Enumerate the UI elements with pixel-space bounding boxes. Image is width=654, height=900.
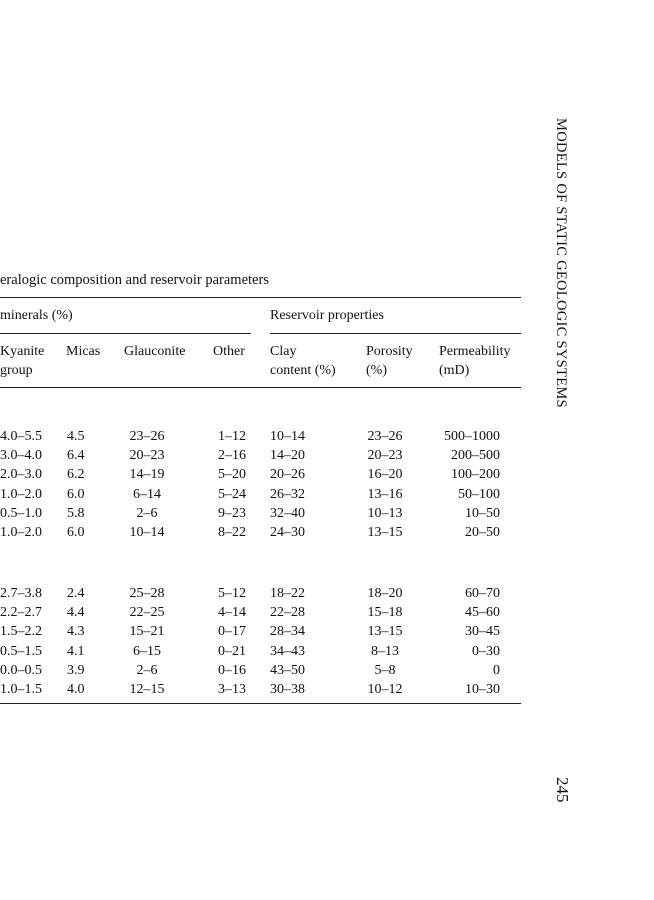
cell-permeability: 50–100 bbox=[458, 486, 500, 502]
cell-other: 9–23 bbox=[218, 505, 246, 521]
cell-glauconite: 10–14 bbox=[129, 525, 165, 540]
cell-porosity: 18–20 bbox=[367, 586, 403, 601]
cell-micas: 4.3 bbox=[67, 624, 85, 640]
page-number: 245 bbox=[553, 777, 572, 803]
cell-other: 5–12 bbox=[218, 586, 246, 601]
cell-clay: 34–43 bbox=[270, 643, 305, 659]
cell-other: 1–12 bbox=[218, 429, 246, 444]
cell-permeability: 10–50 bbox=[465, 505, 500, 521]
cell-kyanite: 2.0–3.0 bbox=[0, 467, 42, 483]
cell-permeability: 200–500 bbox=[451, 448, 500, 464]
cell-permeability: 0–30 bbox=[472, 643, 500, 659]
cell-porosity: 16–20 bbox=[367, 467, 403, 483]
table-bottom-rule bbox=[0, 703, 521, 704]
cell-other: 3–13 bbox=[218, 682, 246, 697]
cell-permeability: 500–1000 bbox=[444, 429, 500, 444]
cell-clay: 20–26 bbox=[270, 467, 305, 483]
cell-kyanite: 0.0–0.5 bbox=[0, 662, 42, 678]
cell-other: 0–16 bbox=[218, 662, 246, 678]
cell-kyanite: 2.7–3.8 bbox=[0, 586, 42, 601]
cell-permeability: 20–50 bbox=[465, 525, 500, 540]
cell-porosity: 13–15 bbox=[367, 624, 403, 640]
cell-glauconite: 15–21 bbox=[129, 624, 165, 640]
reservoir-group-rule bbox=[270, 333, 521, 334]
cell-glauconite: 12–15 bbox=[129, 682, 165, 697]
cell-glauconite: 20–23 bbox=[129, 448, 165, 464]
cell-clay: 30–38 bbox=[270, 682, 305, 697]
cell-porosity: 8–13 bbox=[371, 643, 399, 659]
cell-permeability: 60–70 bbox=[465, 586, 500, 601]
cell-porosity: 15–18 bbox=[367, 605, 403, 621]
cell-kyanite: 4.0–5.5 bbox=[0, 429, 42, 444]
cell-porosity: 20–23 bbox=[367, 448, 403, 464]
col-header-micas: Micas bbox=[66, 344, 101, 359]
cell-clay: 18–22 bbox=[270, 586, 305, 601]
cell-other: 0–21 bbox=[218, 643, 246, 659]
cell-kyanite: 3.0–4.0 bbox=[0, 448, 42, 464]
cell-glauconite: 2–6 bbox=[136, 662, 158, 678]
cell-permeability: 0 bbox=[493, 662, 500, 678]
cell-other: 0–17 bbox=[218, 624, 246, 640]
header-bottom-rule bbox=[0, 387, 521, 388]
cell-permeability: 100–200 bbox=[451, 467, 500, 483]
cell-glauconite: 25–28 bbox=[129, 586, 165, 601]
cell-micas: 6.0 bbox=[67, 525, 85, 540]
cell-glauconite: 6–15 bbox=[133, 643, 161, 659]
cell-kyanite: 1.0–2.0 bbox=[0, 525, 42, 540]
cell-clay: 14–20 bbox=[270, 448, 305, 464]
cell-porosity: 23–26 bbox=[367, 429, 403, 444]
col-header-glauconite: Glauconite bbox=[124, 344, 186, 359]
cell-micas: 6.0 bbox=[67, 486, 85, 502]
cell-permeability: 45–60 bbox=[465, 605, 500, 621]
cell-other: 8–22 bbox=[218, 525, 246, 540]
cell-micas: 4.1 bbox=[67, 643, 85, 659]
cell-kyanite: 0.5–1.5 bbox=[0, 643, 42, 659]
cell-clay: 10–14 bbox=[270, 429, 305, 444]
cell-other: 5–24 bbox=[218, 486, 246, 502]
cell-porosity: 13–15 bbox=[367, 525, 403, 540]
minerals-group-rule bbox=[0, 333, 251, 334]
cell-other: 5–20 bbox=[218, 467, 246, 483]
cell-clay: 32–40 bbox=[270, 505, 305, 521]
table-top-rule bbox=[0, 297, 521, 298]
cell-kyanite: 2.2–2.7 bbox=[0, 605, 42, 621]
cell-kyanite: 1.5–2.2 bbox=[0, 624, 42, 640]
cell-kyanite: 1.0–2.0 bbox=[0, 486, 42, 502]
col-header-other: Other bbox=[213, 344, 245, 359]
cell-micas: 4.4 bbox=[67, 605, 85, 621]
cell-micas: 3.9 bbox=[67, 662, 85, 678]
cell-porosity: 5–8 bbox=[374, 662, 396, 678]
cell-kyanite: 0.5–1.0 bbox=[0, 505, 42, 521]
cell-clay: 28–34 bbox=[270, 624, 305, 640]
cell-glauconite: 23–26 bbox=[129, 429, 165, 444]
cell-micas: 5.8 bbox=[67, 505, 85, 521]
running-head: MODELS OF STATIC GEOLOGIC SYSTEMS bbox=[553, 118, 569, 408]
cell-porosity: 13–16 bbox=[367, 486, 403, 502]
cell-porosity: 10–12 bbox=[367, 682, 403, 697]
table-caption: eralogic composition and reservoir parameters bbox=[0, 272, 269, 288]
cell-permeability: 10–30 bbox=[465, 682, 500, 697]
group-header-reservoir: Reservoir properties bbox=[270, 308, 384, 323]
cell-micas: 4.5 bbox=[67, 429, 85, 444]
cell-clay: 24–30 bbox=[270, 525, 305, 540]
cell-clay: 43–50 bbox=[270, 662, 305, 678]
cell-other: 2–16 bbox=[218, 448, 246, 464]
group-header-minerals: minerals (%) bbox=[0, 308, 73, 323]
cell-glauconite: 6–14 bbox=[133, 486, 161, 502]
cell-micas: 2.4 bbox=[67, 586, 85, 601]
cell-clay: 22–28 bbox=[270, 605, 305, 621]
cell-other: 4–14 bbox=[218, 605, 246, 621]
cell-permeability: 30–45 bbox=[465, 624, 500, 640]
cell-micas: 4.0 bbox=[67, 682, 85, 697]
cell-porosity: 10–13 bbox=[367, 505, 403, 521]
cell-kyanite: 1.0–1.5 bbox=[0, 682, 42, 697]
cell-glauconite: 22–25 bbox=[129, 605, 165, 621]
cell-micas: 6.4 bbox=[67, 448, 85, 464]
cell-micas: 6.2 bbox=[67, 467, 85, 483]
cell-clay: 26–32 bbox=[270, 486, 305, 502]
cell-glauconite: 14–19 bbox=[129, 467, 165, 483]
cell-glauconite: 2–6 bbox=[136, 505, 158, 521]
